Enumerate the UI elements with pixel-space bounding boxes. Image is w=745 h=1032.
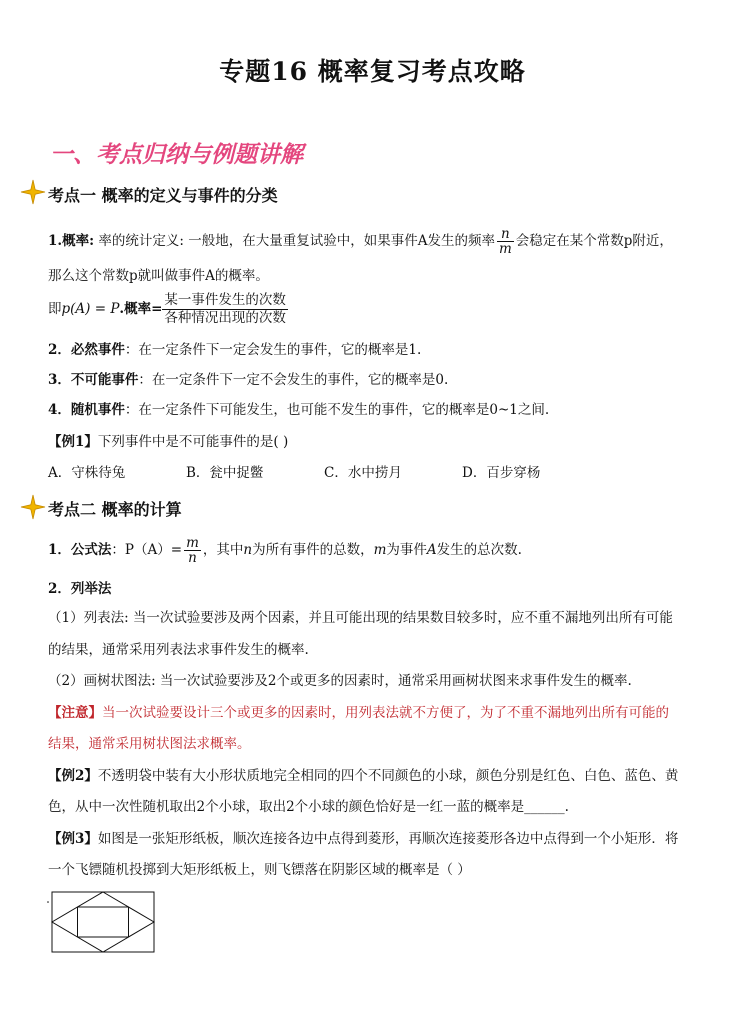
fraction-denominator: 各种情况出现的次数: [164, 310, 286, 326]
example-text: 不透明袋中装有大小形状质地完全相同的四个不同颜色的小球，颜色分别是红色、白色、蓝色、黄: [97, 768, 679, 784]
option-a[interactable]: A．守株待兔: [48, 465, 126, 481]
formula-method: [48, 536, 522, 565]
count-fraction: [162, 292, 288, 327]
star-icon: [20, 494, 46, 520]
formula-text: ，其中: [202, 542, 244, 558]
formula-text: ：P（A）=: [111, 542, 183, 558]
term-text: ：在一定条件下可能发生，也可能不发生的事件，它的概率是0~1之间.: [124, 402, 550, 418]
definition-line2: 那么这个常数p就叫做事件A的概率。: [48, 268, 269, 284]
probability-definition: [48, 227, 673, 256]
note: [48, 701, 669, 721]
example-3-line2: 一个飞镖随机投掷到大矩形纸板上，则飞镖落在阴影区域的概率是（ ）: [48, 862, 471, 878]
example-text: 如图是一张矩形纸板，顺次连接各边中点得到菱形，再顺次连接菱形各边中点得到一个小矩形．将: [97, 831, 679, 847]
term-label: 2．必然事件: [48, 342, 125, 358]
random-event: [48, 398, 549, 418]
formula-text: 为所有事件的总数，: [252, 542, 374, 558]
rectangle-rhombus-figure: [44, 886, 164, 956]
certain-event: [48, 338, 421, 358]
formula-expression: p(A) = P: [61, 301, 120, 317]
note-text: 当一次试验要设计三个或更多的因素时，用列表法就不方便了，为了不重不漏地列出所有可能的: [102, 705, 669, 721]
frequency-fraction: [497, 227, 514, 256]
probability-fraction: [184, 536, 201, 565]
impossible-event: [48, 368, 448, 388]
note-line2: 结果，通常采用树状图法求概率。: [48, 736, 251, 752]
definition-text: 会稳定在某个常数p附近，: [515, 233, 673, 249]
term-text: ：在一定条件下一定不会发生的事件，它的概率是0.: [138, 372, 449, 388]
option-b[interactable]: B．瓮中捉鳖: [186, 465, 264, 481]
example-2: [48, 764, 678, 784]
formula-text: 为事件: [386, 542, 427, 558]
tree-method: （2）画树状图法: 当一次试验要涉及2个或更多的因素时，通常采用画树状图来求事件发生的概率.: [48, 673, 632, 689]
variable: A: [426, 542, 437, 558]
probability-formula: [48, 292, 288, 327]
note-label: 【注意】: [48, 705, 102, 721]
example-label: 【例2】: [48, 768, 98, 784]
star-icon: [20, 179, 46, 205]
variable: m: [373, 542, 387, 558]
example-label: 【例1】: [48, 434, 98, 450]
example-label: 【例3】: [48, 831, 98, 847]
term-label: 1．公式法: [48, 542, 112, 558]
term-label: 1.概率:: [48, 233, 95, 249]
example-1: [48, 430, 288, 450]
fraction-denominator: m: [498, 241, 512, 257]
formula-prefix: 即: [48, 301, 62, 317]
option-d[interactable]: D．百步穿杨: [462, 465, 541, 481]
formula-label: .概率=: [119, 301, 163, 317]
formula-text: 发生的总次数.: [436, 542, 522, 558]
kaodian2-heading: 考点二 概率的计算: [48, 500, 182, 519]
example-text: 下列事件中是不可能事件的是( ): [97, 434, 289, 450]
term-label: 4．随机事件: [48, 402, 125, 418]
table-method-line1: （1）列表法: 当一次试验要涉及两个因素，并且可能出现的结果数目较多时，应不重不漏地列出所有可能: [48, 610, 673, 626]
term-text: ：在一定条件下一定会发生的事件，它的概率是1.: [124, 342, 422, 358]
variable: n: [243, 542, 253, 558]
fraction-numerator: m: [186, 535, 199, 551]
example-2-line2: 色，从中一次性随机取出2个小球，取出2个小球的颜色恰好是一红一蓝的概率是______.: [48, 799, 569, 815]
enumeration-method: 2．列举法: [48, 581, 112, 597]
term-label: 3．不可能事件: [48, 372, 139, 388]
page-title: 专题16 概率复习考点攻略: [219, 57, 526, 86]
fraction-denominator: n: [188, 550, 197, 566]
fraction-numerator: 某一事件发生的次数: [164, 292, 286, 308]
example-3: [48, 827, 678, 847]
kaodian1-heading: 考点一 概率的定义与事件的分类: [48, 186, 278, 205]
fraction-numerator: n: [497, 227, 514, 242]
table-method-line2: 的结果，通常采用列表法求事件发生的概率.: [48, 642, 309, 658]
section-heading: 一、考点归纳与例题讲解: [50, 142, 303, 168]
option-c[interactable]: C．水中捞月: [324, 465, 402, 481]
definition-text: 率的统计定义: 一般地，在大量重复试验中，如果事件A发生的频率: [94, 233, 495, 249]
